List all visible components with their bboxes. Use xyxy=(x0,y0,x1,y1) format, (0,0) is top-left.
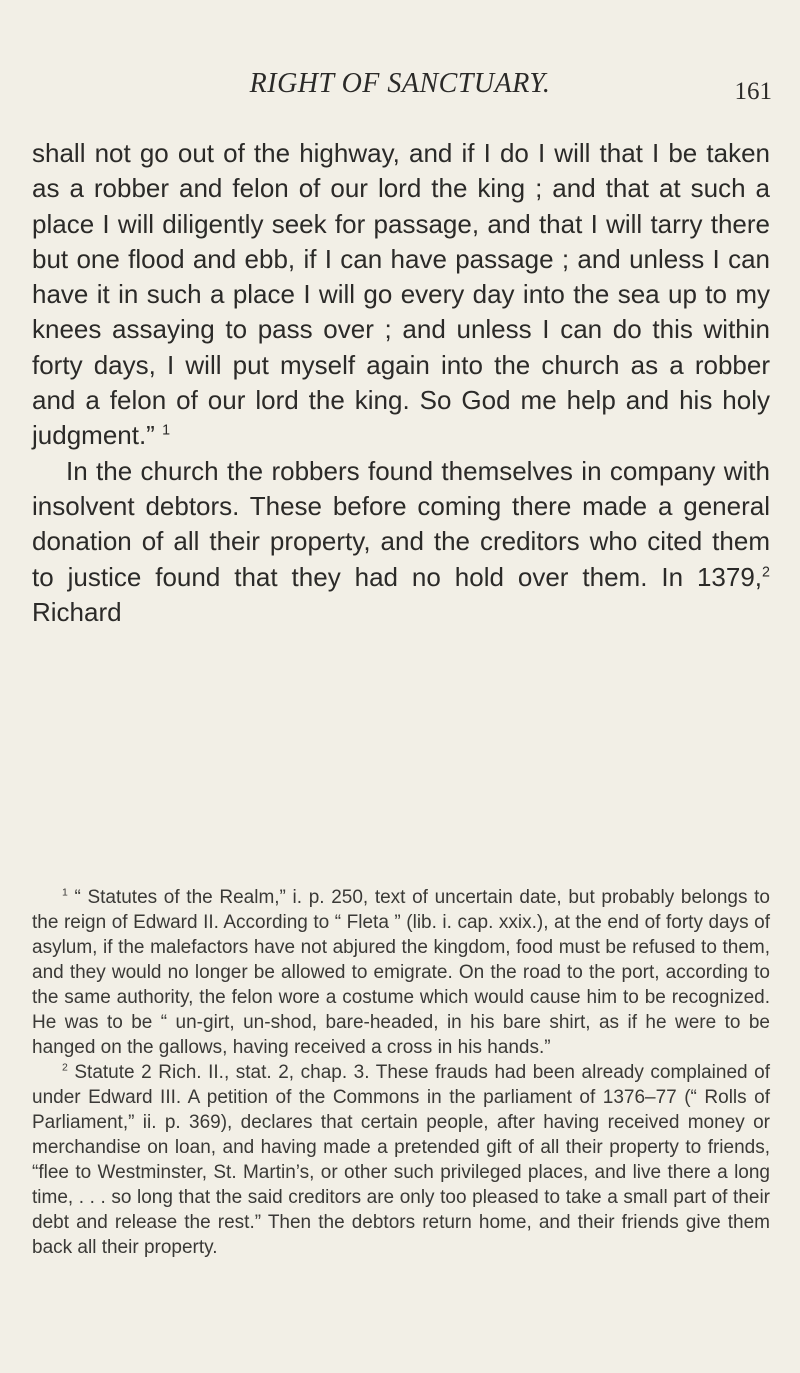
footnote-ref-2: 2 xyxy=(762,563,770,580)
page-number: 161 xyxy=(734,78,772,105)
footnote-marker-2: 2 xyxy=(62,1062,68,1074)
footnote-1 xyxy=(32,885,770,1060)
footnote-marker-1: 1 xyxy=(62,887,68,899)
main-text xyxy=(32,136,770,630)
paragraph-2-text-a: In the church the robbers found themselves in company with insolvent debtors. These before coming there made a general donation of all their property, and the creditors who cited them to justice found that they had no hold over them. In 1379, xyxy=(32,455,770,592)
footnote-2 xyxy=(32,1060,770,1260)
running-title: RIGHT OF SANCTUARY. xyxy=(249,68,551,99)
paragraph-2 xyxy=(32,454,770,630)
footnote-2-text: Statute 2 Rich. II., stat. 2, chap. 3. These frauds had been already complained of under Edward III. A petition of the Commons in the parliament of 1376–77 (“ Rolls of Parliament,” ii. p. 369), declares that certain people, after having received money or merchandise on loan, and having made a pretended gift of all their property to friends, “flee to Westminster, St. Martin’s, or other such privileged places, and live there a long time, . . . so long that the said creditors are only too pleased to take a small part of their debt and release the rest.” Then the debtors return home, and their friends give them back all their property. xyxy=(32,1062,770,1258)
running-head xyxy=(0,66,800,106)
paragraph-2-text-b: Richard xyxy=(32,596,122,627)
footnote-1-text: “ Statutes of the Realm,” i. p. 250, text of uncertain date, but probably belongs to the reign of Edward II. According to “ Fleta ” (lib. i. cap. xxix.), at the end of forty days of asylum, if the malefactors have not abjured the kingdom, food must be refused to them, and they would no longer be allowed to emigrate. On the road to the port, according to the same authority, the felon wore a costume which would cause him to be recognized. He was to be “ un-girt, un-shod, bare-headed, in his bare shirt, as if he were to be hanged on the gallows, having received a cross in his hands.” xyxy=(32,887,770,1058)
paragraph-1 xyxy=(32,136,770,454)
footnote-ref-1: 1 xyxy=(162,422,171,439)
footnotes xyxy=(32,885,770,1260)
paragraph-1-text: shall not go out of the highway, and if I do I will that I be taken as a robber and felon of our lord the king ; and that at such a place I will diligently seek for passage, and that I will tarry there but one flood and ebb, if I can have passage ; and unless I can have it in such a place I will go every day into the sea up to my knees assaying to pass over ; and unless I can do this within forty days, I will put myself again into the church as a robber and a felon of our lord the king. So God me help and his holy judgment.” xyxy=(32,138,770,451)
